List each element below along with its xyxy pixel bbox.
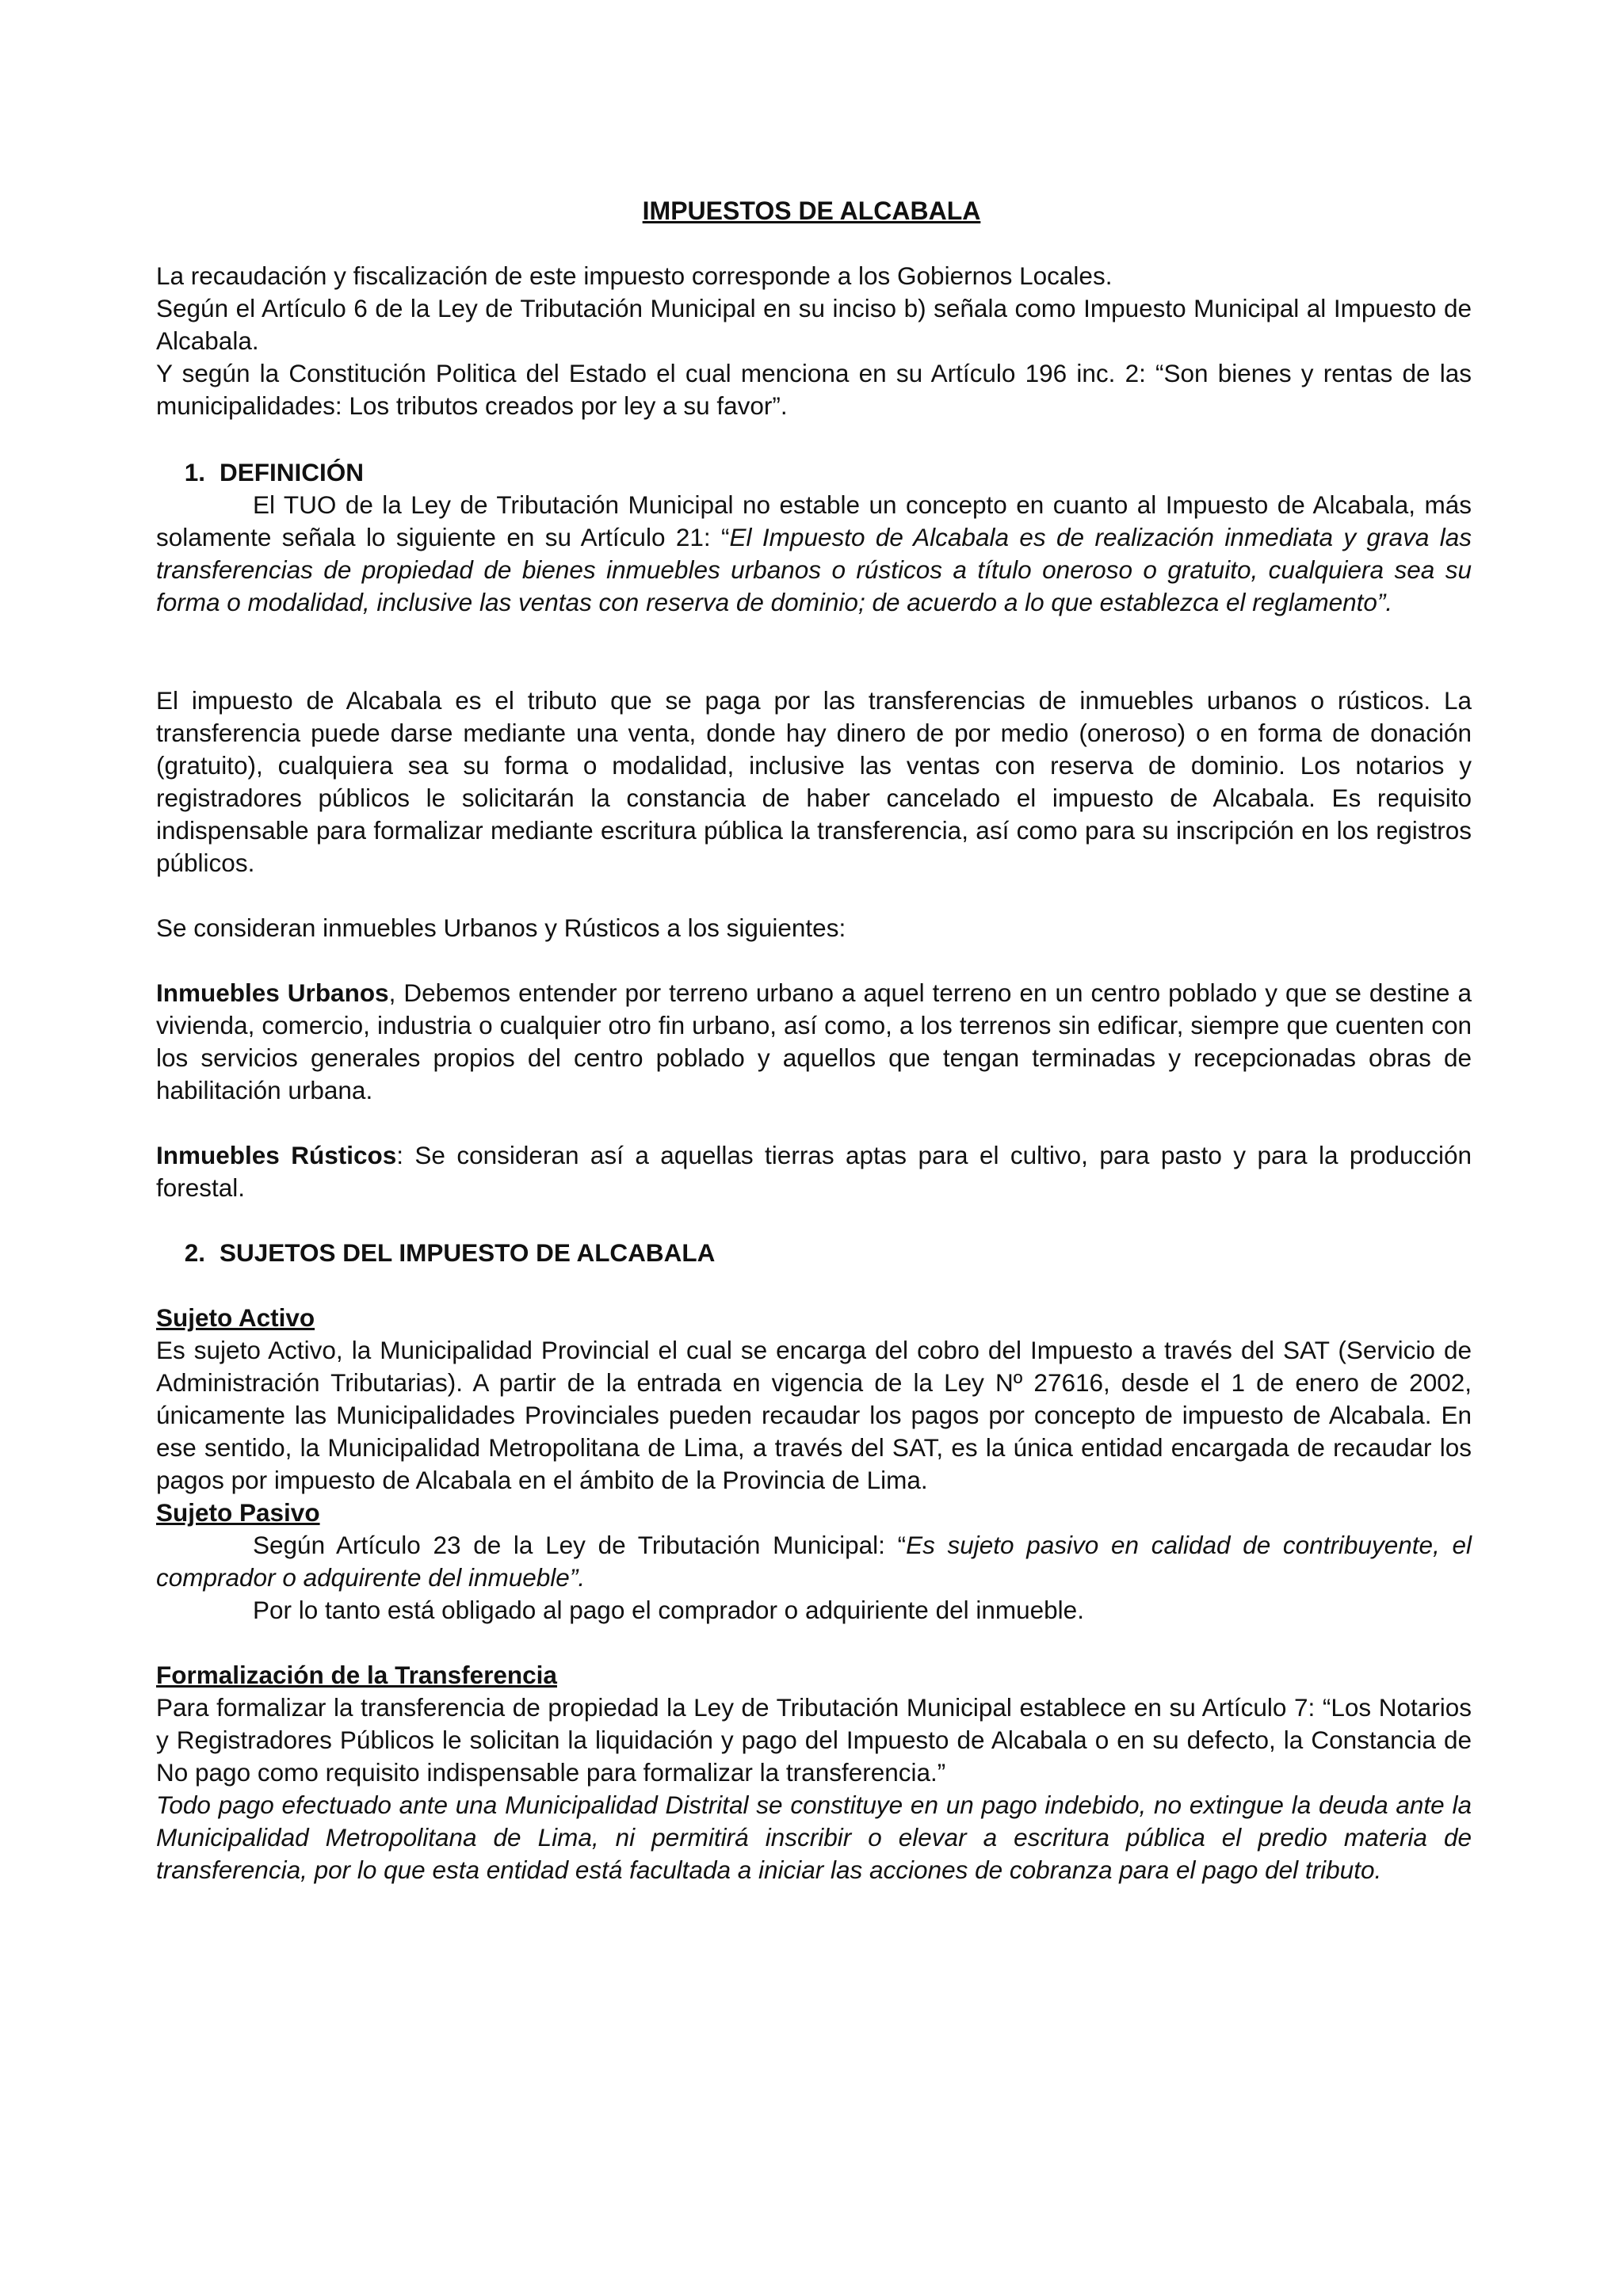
definicion-paragraph [156,489,1472,619]
formalizacion-paragraph: Para formalizar la transferencia de propiedad la Ley de Tributación Municipal establece en su Artículo 7: “Los Notarios y Registradores Públicos le solicitan la liquidación y pago del Impuesto de Alcabala o en su defecto, la Constancia de No pago como requisito indispensable para formalizar la transferencia.” [156,1693,1472,1787]
alcabala-paragraph: El impuesto de Alcabala es el tributo que se paga por las transferencias de inmuebles urbanos o rústicos. La transferencia puede darse mediante una venta, donde hay dinero de por medio (oneroso) o en forma de donación (gratuito), cualquiera sea su forma o modalidad, inclusive las ventas con reserva de dominio. Los notarios y registradores públicos le solicitarán la constancia de haber cancelado el impuesto de Alcabala. Es requisito indispensable para formalizar mediante escritura pública la transferencia, así como para su inscripción en los registros públicos. [156,686,1472,877]
pago-indebido-paragraph: Todo pago efectuado ante una Municipalidad Distrital se constituye en un pago indebido, no extingue la deuda ante la Municipalidad Metropolitana de Lima, ni permitirá inscribir o elevar a escritura pública el predio materia de transferencia, por lo que esta entidad está facultada a iniciar las acciones de cobranza para el pago del tributo. [156,1791,1472,1884]
inmuebles-urbanos-text: , Debemos entender por terreno urbano a aquel terreno en un centro poblado y que se destine a vivienda, comercio, industria o cualquier otro fin urbano, así como, a los terrenos sin edificar, siempre que cuenten con los servicios generales propios del centro poblado y aquellos que tengan terminadas y recepcionadas obras de habilitación urbana. [156,978,1472,1104]
sujeto-pasivo-conclusion [156,1594,1472,1627]
definicion-quote: El Impuesto de Alcabala es de realización inmediata y grava las transferencias de propiedad de bienes inmuebles urbanos o rústicos a título oneroso o gratuito, cualquiera sea su forma o modalidad, inclusive las ventas con reserva de dominio; de acuerdo a lo que establezca el reglamento”. [156,523,1472,616]
inmuebles-rusticos-term: Inmuebles Rústicos [156,1141,397,1169]
sujeto-activo-paragraph: Es sujeto Activo, la Municipalidad Provincial el cual se encarga del cobro del Impuesto a través del SAT (Servicio de Administración Tributarias). A partir de la entrada en vigencia de la Ley Nº 27616, desde el 1 de enero de 2002, únicamente las Municipalidades Provinciales pueden recaudar los pagos por concepto de impuesto de Alcabala. En ese sentido, la Municipalidad Metropolitana de Lima, a través del SAT, es la única entidad encargada de recaudar los pagos por impuesto de Alcabala en el ámbito de la Provincia de Lima. [156,1336,1472,1494]
inmuebles-rusticos-paragraph [156,1139,1472,1204]
sujeto-pasivo-heading: Sujeto Pasivo [156,1498,320,1527]
sujeto-pasivo-paragraph [156,1529,1472,1594]
inmuebles-urbanos-paragraph [156,977,1472,1107]
sujeto-pasivo-quote: Es sujeto pasivo en calidad de contribuyente, el comprador o adquirente del inmueble”. [156,1531,1472,1592]
section-2-number: 2. [184,1238,205,1267]
section-1-title: DEFINICIÓN [220,458,365,486]
sujeto-pasivo-conclusion-text: Por lo tanto está obligado al pago el comprador o adquiriente del inmueble. [253,1596,1084,1624]
sujeto-pasivo-text: Según Artículo 23 de la Ley de Tributación Municipal: “ [253,1531,907,1559]
formalizacion-heading: Formalización de la Transferencia [156,1661,557,1689]
section-1-heading [156,456,1472,489]
section-2-heading [156,1237,1472,1269]
section-1-number: 1. [184,458,205,486]
intro-ley-paragraph: Según el Artículo 6 de la Ley de Tributación Municipal en su inciso b) señala como Impuesto Municipal al Impuesto de Alcabala. [156,294,1472,355]
intro-constitucion-paragraph: Y según la Constitución Politica del Estado el cual menciona en su Artículo 196 inc. 2: “Son bienes y rentas de las municipalidades: Los tributos creados por ley a su favor”. [156,359,1472,420]
inmuebles-intro: Se consideran inmuebles Urbanos y Rústicos a los siguientes: [156,913,846,942]
inmuebles-rusticos-text: : Se consideran así a aquellas tierras aptas para el cultivo, para pasto y para la producción forestal. [156,1141,1472,1202]
document-title: IMPUESTOS DE ALCABALA [642,196,981,225]
intro-line: La recaudación y fiscalización de este impuesto corresponde a los Gobiernos Locales. [156,261,1113,290]
intro-paragraph [156,260,1472,422]
inmuebles-urbanos-term: Inmuebles Urbanos [156,978,389,1007]
definicion-text: El TUO de la Ley de Tributación Municipal no estable un concepto en cuanto al Impuesto de Alcabala, más solamente señala lo siguiente en su Artículo 21: “ [156,490,1472,551]
sujeto-activo-heading: Sujeto Activo [156,1303,315,1332]
section-2-title: SUJETOS DEL IMPUESTO DE ALCABALA [220,1238,716,1267]
